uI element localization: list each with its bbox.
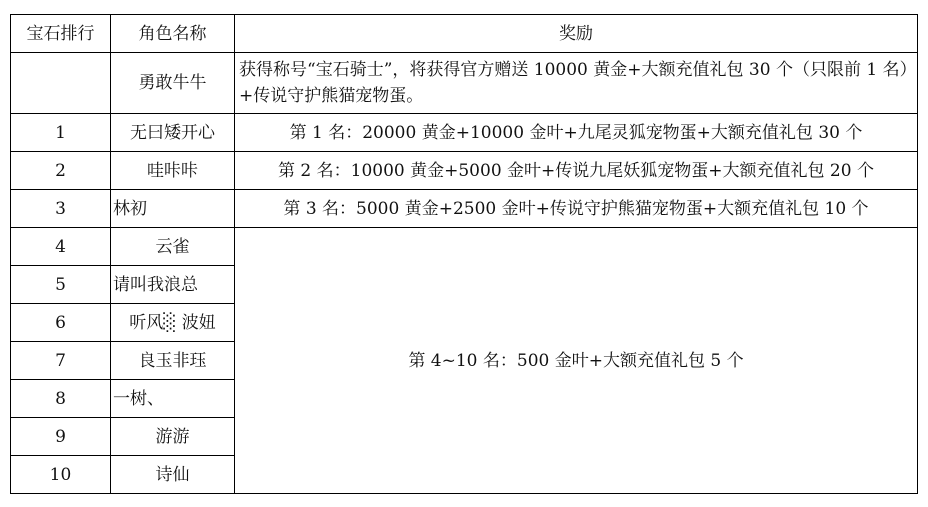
name-cell: 云雀 [111, 228, 235, 266]
name-cell: 听风░ 波妞 [111, 304, 235, 342]
name-cell: 一树、 [111, 380, 235, 418]
rank-cell: 5 [11, 266, 111, 304]
special-reward: 获得称号“宝石骑士”，将获得官方赠送 10000 黄金+大额充值礼包 30 个（只限前 1 名）+传说守护熊猫宠物蛋。 [235, 53, 918, 114]
reward-cell: 第 3 名：5000 黄金+2500 金叶+传说守护熊猫宠物蛋+大额充值礼包 10 个 [235, 190, 918, 228]
name-cell: 游游 [111, 418, 235, 456]
rank-cell: 8 [11, 380, 111, 418]
rank-cell: 4 [11, 228, 111, 266]
header-rank: 宝石排行 [11, 15, 111, 53]
special-rank [11, 53, 111, 114]
rank-cell: 3 [11, 190, 111, 228]
table-row [11, 190, 918, 228]
rank-cell: 10 [11, 456, 111, 494]
ranking-table [10, 14, 918, 494]
special-name: 勇敢牛牛 [111, 53, 235, 114]
reward-cell: 第 2 名：10000 黄金+5000 金叶+传说九尾妖狐宠物蛋+大额充值礼包 20 个 [235, 152, 918, 190]
rank-cell: 7 [11, 342, 111, 380]
reward-cell: 第 1 名：20000 黄金+10000 金叶+九尾灵狐宠物蛋+大额充值礼包 30 个 [235, 114, 918, 152]
name-cell: 请叫我浪总 [111, 266, 235, 304]
name-cell: 哇咔咔 [111, 152, 235, 190]
group-reward-cell: 第 4~10 名：500 金叶+大额充值礼包 5 个 [235, 228, 918, 494]
name-cell: 无曰矮开心 [111, 114, 235, 152]
rank-cell: 1 [11, 114, 111, 152]
rank-cell: 9 [11, 418, 111, 456]
special-row [11, 53, 918, 114]
header-reward: 奖励 [235, 15, 918, 53]
table-row [11, 228, 918, 266]
header-name: 角色名称 [111, 15, 235, 53]
rank-cell: 6 [11, 304, 111, 342]
table-row [11, 152, 918, 190]
name-cell: 良玉非珏 [111, 342, 235, 380]
name-cell: 诗仙 [111, 456, 235, 494]
table-row [11, 114, 918, 152]
header-row [11, 15, 918, 53]
name-cell: 林初 [111, 190, 235, 228]
rank-cell: 2 [11, 152, 111, 190]
